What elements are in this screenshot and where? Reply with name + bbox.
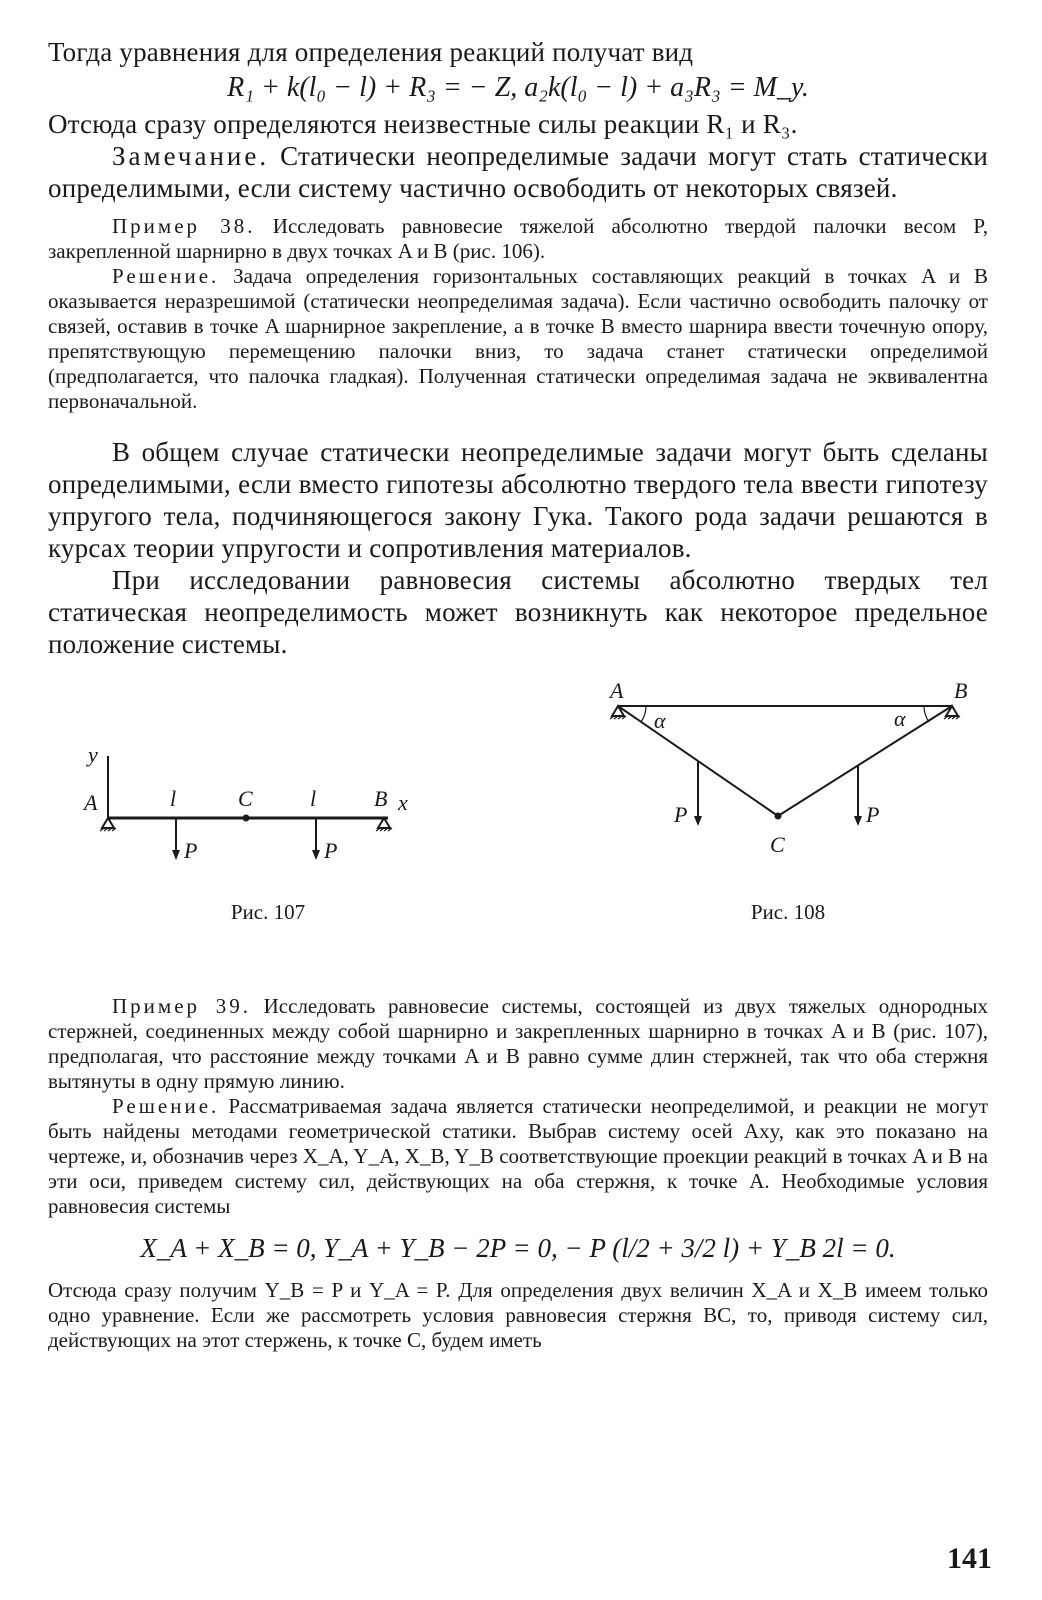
label-p2: P (866, 802, 880, 827)
label-alpha2: α (894, 706, 906, 731)
joint-c-dot (243, 815, 250, 822)
example39-paragraph (48, 994, 988, 1094)
remark-text: Статически неопределимые задачи могут стать статически определимыми, если систему частично освободить от некоторых связей. (48, 141, 988, 203)
final-paragraph: Отсюда сразу получим Y_B = P и Y_A = P. Для определения двух величин X_A и X_B имеем только одно уравнение. Если же рассмотреть условия равновесия стержня BC, то, приводя систему сил, действующих на этот стержень, к точке C, будем иметь (48, 1278, 988, 1352)
solution39-label: Решение. (112, 1094, 220, 1118)
arrow-p1-icon (172, 850, 180, 860)
figures-block (48, 676, 988, 976)
solution38-text: Задача определения горизонтальных составляющих реакций в точках A и B оказывается неразрешимой (статически неопределимая задача). Если частично освободить палочку от связей, оставив в точке A шарнирное закрепление, а в точке B вместо шарнира ввести точечную опору, препятствующую перемещению палочки вниз, то задача станет статически определимой (предполагается, что палочка гладкая). Полученная статически определимая задача не эквивалентна первоначальной. (48, 264, 988, 413)
label-b: B (954, 678, 968, 703)
label-c: C (238, 786, 253, 811)
general-paragraph: В общем случае статически неопределимые задачи могут быть сделаны определимыми, если вместо гипотезы абсолютно твердого тела ввести гипотезу упругого тела, подчиняющегося закону Гука. Такого рода задачи решаются в курсах теории упругости и сопротивления материалов. (48, 437, 988, 563)
label-a: A (610, 678, 624, 703)
figure-108 (588, 676, 988, 876)
joint-c-dot (775, 813, 782, 820)
label-y: y (88, 746, 98, 767)
fig107-caption: Рис. 107 (230, 900, 306, 924)
example38-text: Исследовать равновесие тяжелой абсолютно твердой палочки весом P, закрепленной шарнирно в двух точках A и B (рис. 106). (48, 214, 989, 263)
remark-label: Замечание. (112, 141, 270, 171)
label-c: C (770, 832, 785, 857)
intro-line: Тогда уравнения для определения реакций получат вид (48, 37, 694, 67)
arrow-p2-icon (312, 850, 320, 860)
solution39-text: Рассматриваемая задача является статически неопределимой, и реакции не могут быть найдены методами геометрической статики. Выбрав систему осей Axy, как это показано на чертеже, и, обозначив через X_A, Y_A, X_B, Y_B соответствующие проекции реакций в точках A и B на эти оси, приведем систему сил, действующих на оба стержня, к точке A. Необходимые условия равновесия системы (48, 1094, 988, 1218)
angle-a-arc (641, 706, 646, 722)
fig108-caption: Рис. 108 (750, 900, 826, 924)
label-x: x (398, 790, 408, 815)
label-p1: P (184, 838, 198, 863)
equation-1: R₁ + k(l₀ − l) + R₃ = − Z, a₂k(l₀ − l) + a₃R₃ = M_y. (227, 72, 809, 103)
label-l2: l (310, 786, 317, 811)
limit-paragraph: При исследовании равновесия системы абсолютно твердых тел статическая неопределимость может возникнуть как некоторое предельное положение системы. (48, 565, 988, 659)
equation-2: X_A + X_B = 0, Y_A + Y_B − 2P = 0, − P (l/2 + 3/2 l) + Y_B 2l = 0. (140, 1233, 896, 1263)
example39-label: Пример 39. (112, 994, 251, 1018)
label-p1: P (674, 802, 688, 827)
example39-text: Исследовать равновесие системы, состоящей из двух тяжелых однородных стержней, соединенных между собой шарнирно и закрепленных шарнирно в точках A и B (рис. 107), предполагая, что расстояние между точками A и B равно сумме длин стержней, так что оба стержня вытянуты в одну прямую линию. (48, 994, 989, 1093)
label-a: A (84, 790, 98, 815)
remark-paragraph (48, 140, 988, 204)
solution38-paragraph (48, 264, 988, 414)
example38-paragraph (48, 214, 988, 264)
rod-bc-line (778, 706, 952, 816)
solution39-paragraph (48, 1094, 988, 1219)
label-alpha1: α (654, 708, 666, 733)
label-b: B (374, 786, 388, 811)
after-eq1: Отсюда сразу определяются неизвестные силы реакции R₁ и R₃. (48, 109, 798, 139)
page-number: 141 (947, 1542, 992, 1575)
arrow-p1-icon (694, 816, 702, 826)
arrow-p2-icon (854, 816, 862, 826)
figure-107 (68, 746, 468, 866)
example38-label: Пример 38. (112, 214, 256, 238)
label-p2: P (324, 838, 338, 863)
hinge-a-icon (612, 706, 624, 716)
angle-b-arc (924, 706, 929, 722)
solution38-label: Решение. (112, 264, 220, 288)
label-l1: l (170, 786, 177, 811)
page-content (48, 36, 988, 1353)
